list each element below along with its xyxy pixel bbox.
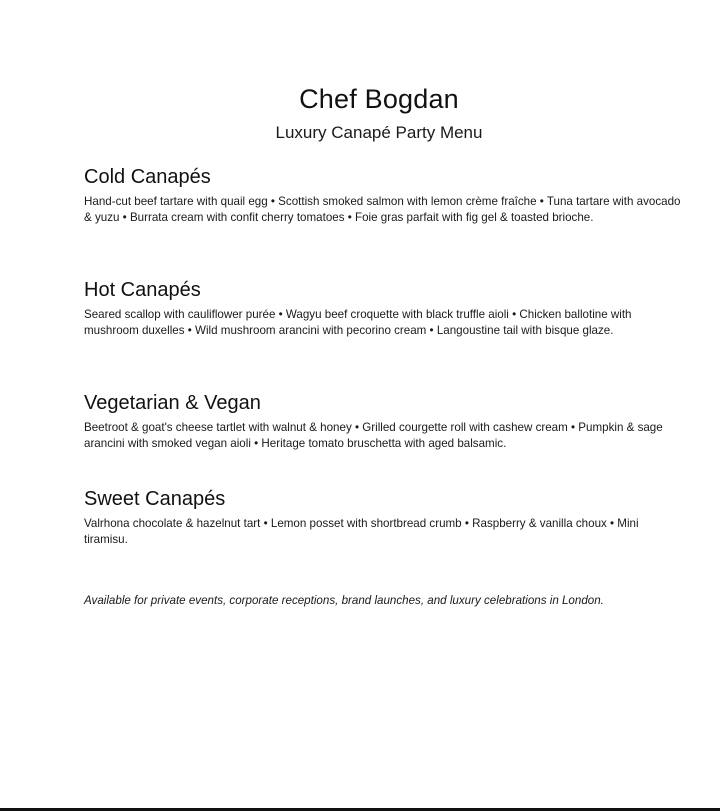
section-items: Hand-cut beef tartare with quail egg • Scottish smoked salmon with lemon crème fraîche • Tuna tartare with avocado & yuzu • Burrata cream with confit cherry tomatoes • Foie gras parfait with fig gel & toasted brioche. bbox=[84, 195, 681, 224]
section-items: Beetroot & goat's cheese tartlet with walnut & honey • Grilled courgette roll with cashew cream • Pumpkin & sage arancini with smoked vegan aioli • Heritage tomato bruschetta with aged balsamic. bbox=[84, 421, 663, 450]
page-subtitle: Luxury Canapé Party Menu bbox=[275, 123, 483, 142]
section-sweet-canapes bbox=[84, 488, 684, 548]
section-hot-canapes bbox=[84, 279, 684, 339]
section-items: Valrhona chocolate & hazelnut tart • Lemon posset with shortbread crumb • Raspberry & vanilla choux • Mini tiramisu. bbox=[84, 517, 639, 546]
section-heading: Hot Canapés bbox=[84, 279, 201, 301]
section-heading: Cold Canapés bbox=[84, 166, 211, 188]
page-title: Chef Bogdan bbox=[299, 84, 459, 114]
section-heading: Vegetarian & Vegan bbox=[84, 392, 261, 414]
section-cold-canapes bbox=[84, 166, 684, 226]
section-items: Seared scallop with cauliflower purée • Wagyu beef croquette with black truffle aioli • Chicken ballotine with mushroom duxelles • Wild mushroom arancini with pecorino cream • Langoustine tail with bisque glaze. bbox=[84, 308, 632, 337]
availability-note: Available for private events, corporate receptions, brand launches, and luxury celebrations in London. bbox=[84, 594, 604, 607]
section-heading: Sweet Canapés bbox=[84, 488, 226, 510]
section-vegetarian-vegan bbox=[84, 392, 684, 452]
